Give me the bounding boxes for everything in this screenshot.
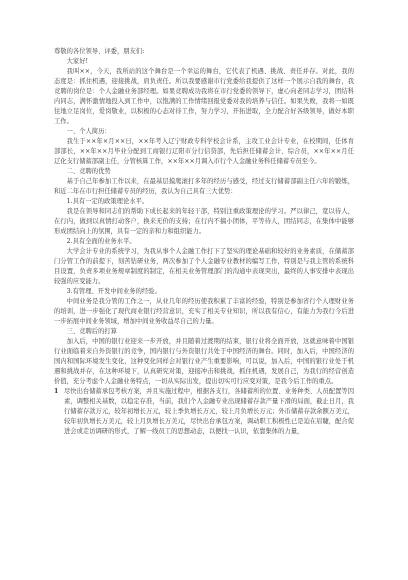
section-title-resume: 一、个人简历： [66, 128, 111, 135]
resume-paragraph: 我生于××年×月××日，××年考入辽宁财政专科学校会计系，主攻工业会计专业，在校期间，任体育部部长，××年××月毕业分配到工商银行辽阳市分行信贷部，先后担任储蓄会计、综合员，××年××月任辽化支行储蓄部副主任，分管核算工作，××年××月调入市行个人金融业务科任储蓄专员至今。 [54, 138, 354, 165]
section-title-advantages: 二、竞聘的优势 [66, 168, 111, 175]
advantage-1-title: 1.具有一定的政策理论水平。 [66, 198, 149, 205]
salutation: 尊敬的各位领导、评委，朋友们: [54, 48, 145, 55]
greeting: 大家好! [66, 58, 89, 65]
plan-point-1-number: 1 [54, 388, 59, 395]
plans-intro: 加入后，中国的银行业迎来一步开放，并且随着过渡期的结束，银行业将全面开放，这就意味着中国银行业面临着来自外资银行的竞争，国内银行与外资银行共处于中国经济的舞台。同时，加入后，中国经济的国内和国际环境发生变化，这种变化同样会对银行业产生重要影响，可以说，加入后，中国的银行业处于机遇和挑战并存，在这种环境下，认真研究对策，迎接冲击和挑战，抓住机遇，发展自己，为我行的经营创造价值，充分考虑个人金融业务特点，一切从实际出发，提出切实可行应变对策，是我今后工作的重点。 [54, 338, 354, 385]
advantage-3-title: 3.有管理、开发中间业务的经验。 [66, 288, 161, 295]
advantage-2-title: 2.具有全面的业务水平。 [66, 238, 136, 245]
section-title-plans: 三、竞聘后的打算 [66, 328, 117, 335]
plan-point-1 [54, 387, 354, 437]
advantages-intro: 基于自己年参加工作以来，在最基层摸爬滚打多年的经历与感受，经过支行储蓄部副主任六年的锻炼，和近二年在市行担任储蓄专员的经历，我认为自己具有三大优势： [54, 178, 354, 195]
advantage-3-body: 中间业务是我分管的工作之一，从业几年的经历使我积累了丰富的经验，特别是参加省行个人理财业务的培训，进一步强化了现代商业银行经营意识，充实了相关专业知识，所以我有信心，有能力为我行今后进一步拓展中间业务领域，增加中间业务收益尽自己的力量。 [54, 298, 354, 325]
intro-paragraph: 我叫××，今天，我所站的这个舞台是一个幸运的舞台，它代表了机遇、挑战、责任并存。对此，我的态度是：抓住机遇，迎接挑战，肩负责任。所以我要感谢市行党委给我提供了这样一个展示自我的舞台，我竞聘的岗位是：个人金融业务部经理。如果竞聘成功我将在市行党委的领导下，虚心向老同志学习，团结科内同志，满怀激情地投入到工作中，以饱满的工作情绪回报党委对我的培养与信任。如果失败，我将一如既往地立足岗位，爱岗敬业，以积极的心态对待工作，努力学习，开拓进取，全力配合好各级领导，做好本职工作。 [54, 68, 354, 125]
advantage-1-body: 我是在领导和同志们的帮助下成长起来的年轻干部，特别注重政策理论的学习。严以律己，宽以待人，在行内，做到以真情打动客户，换来无价的支持；在行内不搞小团体，平等待人，团结同志，在集体中能够形成团结向上的氛围，具有一定的亲和力和组织能力。 [54, 208, 354, 235]
plan-point-1-text: 尽快出台储蓄承包考核方案，并且实施过程中，根据各支行，各储蓄所的位置、业务种类、人员配置等因素，调整相关基数，以稳定存准，当前，我们个人金融专业出现储蓄存款产量下滑的局面，截止日月，我行储蓄存款万元，较年初增长万元，较上季负增长万元，较上月负增长万元；外币储蓄存款余额万美元，较年初负增长万美元，较上月负增长万美元，尽快出台承包方案，调动职工积极性已是迫在眉睫，配合促进会或走访调研的形式，了解一线员工的思想动态，以便找一认识，依靠集体的力量， [64, 388, 354, 435]
advantage-2-body: 大学会计专业的系统学习，为我从事个人金融工作打下了坚实的理论基础和较好的业务素质，在储蓄部门分管工作的前提下，刻苦钻研业务，两次参加了个人金融专业教材的编写工作，特别是与我主管的系统科目设置，负责多项业务规章制度的制定，在相关业务管理部门的沟通中表现突出，最终的人事安排中表现出较强的应变能力。 [54, 248, 354, 285]
document-body [54, 47, 354, 437]
